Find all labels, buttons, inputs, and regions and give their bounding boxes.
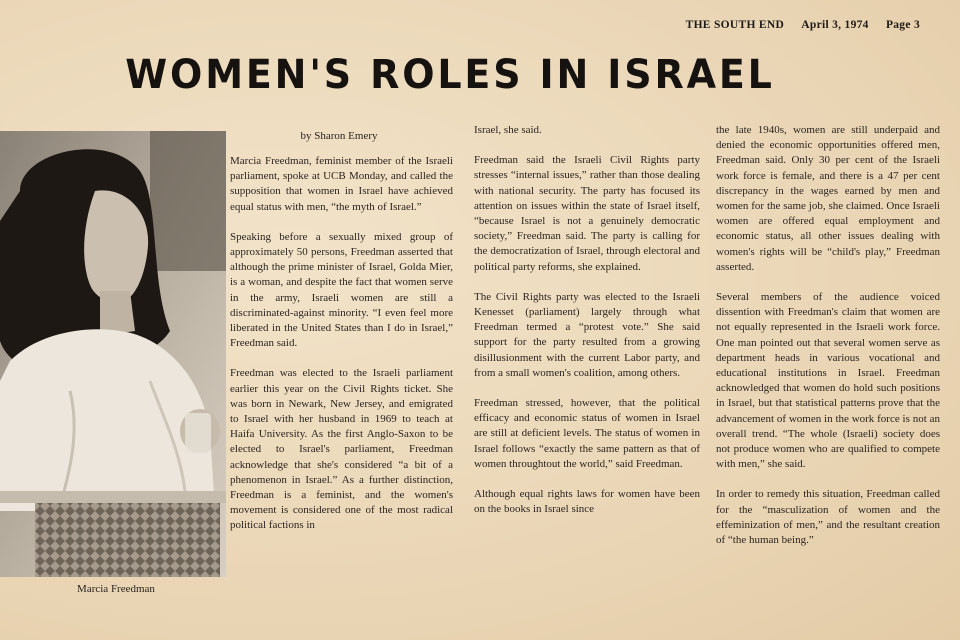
masthead-date: April 3, 1974 xyxy=(801,19,869,31)
paragraph: Marcia Freedman, feminist member of the Israeli parliament, spoke at UCB Monday, and called the supposition that women in Israel have achieved equal status with men, “the myth of Israel.” xyxy=(230,155,453,213)
masthead-page-number: Page 3 xyxy=(885,19,920,31)
paragraph: Freedman stressed, however, that the political efficacy and economic status of women in Israel are still at deficient levels. The status of women in Israel follows “exactly the same pattern as that of women throughtout the world,” said Freedman. xyxy=(474,397,700,470)
paragraph: The Civil Rights party was elected to the Israeli Kenesset (parliament) largely through what Freedman termed a “protest vote.” She said support for the party resulted from a growing disillusionment with the current Labor party, and from a small women's coalition, among others. xyxy=(474,290,700,379)
portrait-image xyxy=(0,131,226,577)
masthead-paper-name: THE SOUTH END xyxy=(685,19,785,31)
article-column-2 xyxy=(474,123,700,532)
paragraph: Freedman was elected to the Israeli parliament earlier this year on the Civil Rights ticket. She was born in Newark, New Jersey, and emigrated to Israel with her husband in 1969 to teach at Haifa University. As the first Anglo-Saxon to be elected to Israel's parliament, Freedman acknowledge that she's considered “a bit of a phenomenon in Israel.” As a further distinction, Freedman is a feminist, and the women's movement is considered one of the most radical political factions in xyxy=(230,367,453,532)
photo-caption: Marcia Freedman xyxy=(77,583,155,595)
paragraph: Speaking before a sexually mixed group of approximately 50 persons, Freedman asserted that although the prime minister of Israel, Golda Mier, is a woman, and despite the fact that women serve in the army, Israeli women are still a discriminated-against minority. “I even feel more liberated in the United States than I do in Israel,” Freedman said. xyxy=(230,230,453,350)
article-column-3 xyxy=(716,123,940,563)
masthead xyxy=(686,19,920,31)
byline: by Sharon Emery xyxy=(300,130,378,142)
paragraph: In order to remedy this situation, Freedman called for the “masculization of women and the effeminization of men,” and the resultant creation of “the human being.” xyxy=(716,488,940,547)
paragraph: Israel, she said. xyxy=(474,124,542,136)
headline: WOMEN'S ROLES IN ISRAEL xyxy=(125,52,775,98)
article-photo xyxy=(0,131,226,577)
article-column-1 xyxy=(230,154,453,549)
paragraph: Several members of the audience voiced dissention with Freedman's claim that women are not equally represented in the Israeli work force. One man pointed out that several women serve as department heads in various vocational and educational institutions in Israel. Freedman acknowledged that women do hold such positions in Israel, but that statistical patterns prove that the advancement of women in the work force is not an overall trend. “The whole (Israeli) society does not produce women who are qualified to compete with men,” she said. xyxy=(716,291,940,471)
paragraph: Although equal rights laws for women have been on the books in Israel since xyxy=(474,488,700,516)
paragraph: the late 1940s, women are still underpaid and denied the economic opportunities offered men, Freedman said. Only 30 per cent of the Israeli work force is female, and there is a 47 per cent discrepancy in the wages earned by men and women for the same job, she claimed. Once Israeli women are offered equal employment and economic status, all other issues dealing with women's rights will be “child's play,” Freedman asserted. xyxy=(716,124,940,273)
paragraph: Freedman said the Israeli Civil Rights party stresses “internal issues,” rather than those dealing with national security. The party has focused its attention on issues within the state of Israel itself, “because Israel is not a genuinely democratic society,” Freedman said. The party is calling for the democratization of Israel, through electoral and political party reforms, she explained. xyxy=(474,154,700,273)
